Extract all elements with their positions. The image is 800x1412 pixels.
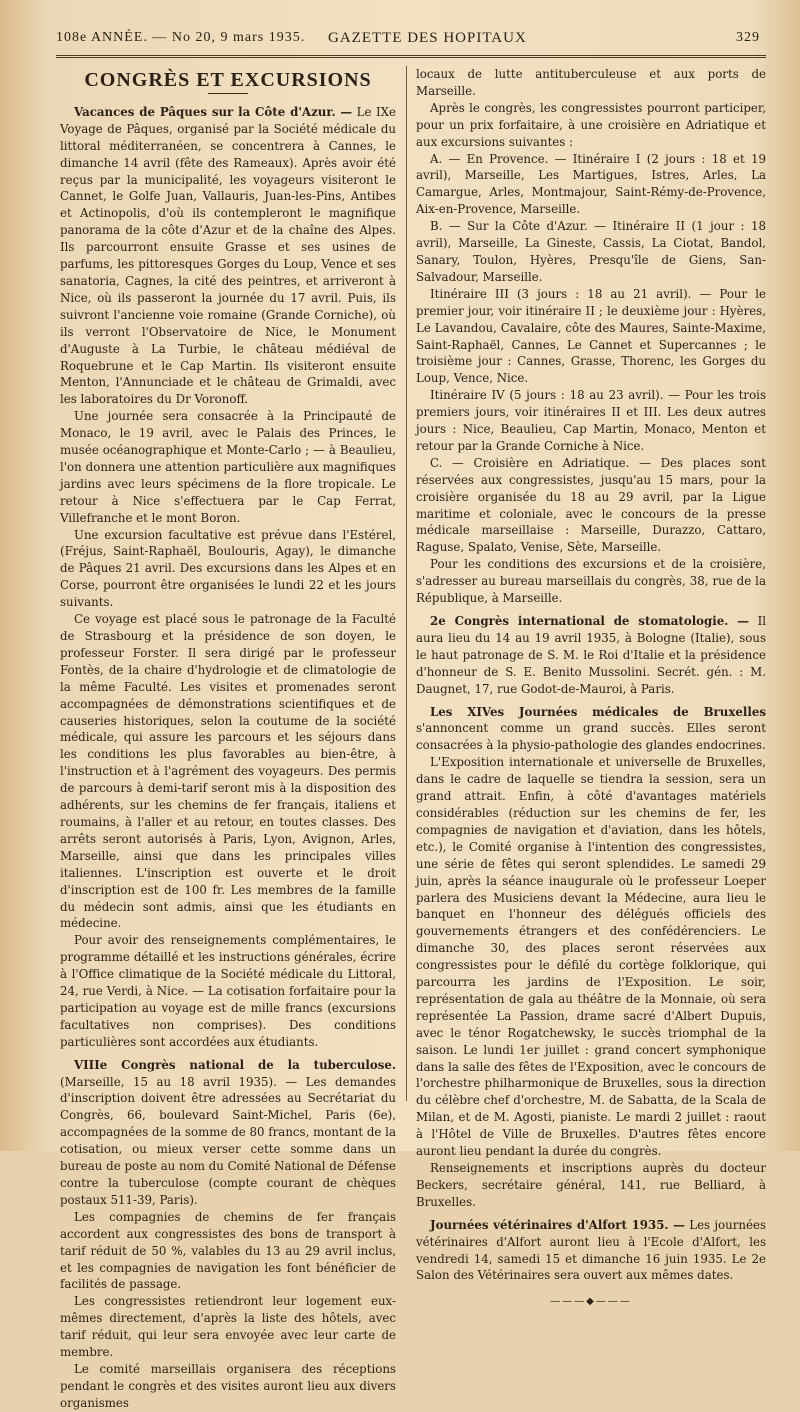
header-rule [56, 55, 766, 58]
issue-info: 108e ANNÉE. — No 20, 9 mars 1935. [56, 30, 306, 45]
paragraph: Renseignements et inscriptions auprès du docteur Beckers, secrétaire général, 141, rue Belliard, à Bruxelles. [416, 1161, 766, 1209]
journal-title: GAZETTE DES HOPITAUX [328, 30, 527, 46]
paragraph: Le comité marseillais organisera des réceptions pendant le congrès et des visites auront lieu aux divers organismes [60, 1361, 396, 1410]
paragraph: Après le congrès, les congressistes pourront participer, pour un prix forfaitaire, à une croisière en Adriatique et aux excursions suivantes : [416, 100, 766, 149]
paragraph: Itinéraire IV (5 jours : 18 au 23 avril). — Pour les trois premiers jours, voir itinéraires II et III. Les deux autres jours : Nice, Beaulieu, Cap Martin, Monaco, Menton et retour par la Grande Corniche à Nice. [416, 388, 766, 453]
paragraph [416, 1217, 766, 1285]
paragraph: A. — En Provence. — Itinéraire I (2 jours : 18 et 19 avril), Marseille, Les Martigues, Istres, Arles, La Camargue, Arles, Montmajour, Saint-Rémy-de-Provence, Aix-en-Provence, Marseille. [416, 151, 766, 217]
paragraph-lead: VIIIe Congrès national de la tuberculose. [74, 1057, 396, 1072]
paragraph-lead: 2e Congrès international de stomatologie. — [430, 614, 750, 628]
paragraph [60, 1057, 396, 1209]
paragraph-body: (Marseille, 15 au 18 avril 1935). — Les demandes d'inscription doivent être adressées au Secrétariat du Congrès, 66, boulevard Saint-Michel, Paris (6e), accompagnées de la somme de 80 francs, montant de la cotisation, ou mieux verser cette somme dans un bureau de poste au nom du Comité National de Défense contre la tuberculose (compte courant de chèques postaux 511-39, Paris). [60, 1074, 396, 1207]
paragraph: Les compagnies de chemins de fer français accordent aux congressistes des bons de transport à tarif réduit de 50 %, valables du 13 au 29 avril inclus, et les compagnies de navigation les font bénéficier de facilités de passage. [60, 1209, 396, 1292]
paragraph: Les congressistes retiendront leur logement eux-mêmes directement, d'après la liste des hôtels, avec tarif réduit, qui leur sera envoyée avec leur carte de membre. [60, 1294, 396, 1360]
title-rule [208, 93, 248, 94]
paragraph: Itinéraire III (3 jours : 18 au 21 avril). — Pour le premier jour, voir itinéraire II ; le deuxième jour : Hyères, Le Lavandou, Cavalaire, côte des Maures, Sainte-Maxime, Saint-Raphaël, Cannes, Le Cannet et Supercannes ; le troisième jour : Cannes, Grasse, Thorenc, les Gorges du Loup, Vence, Nice. [416, 286, 766, 386]
column-divider [406, 66, 407, 1101]
paragraph-body: Il aura lieu du 14 au 19 avril 1935, à Bologne (Italie), sous le haut patronage de S. M. le Roi d'Italie et la présidence d'honneur de S. E. Benito Mussolini. Secrét. gén. : M. Daugnet, 17, rue Godot-de-Mauroi, à Paris. [416, 614, 766, 696]
paragraph: C. — Croisière en Adriatique. — Des places sont réservées aux congressistes, jusqu'au 15 mars, pour la croisière organisée du 18 au 29 avril, par la Ligue maritime et coloniale, avec le concours de la presse médicale marseillaise : Marseille, Durazzo, Cattaro, Raguse, Spalato, Venise, Sète, Marseille. [416, 455, 766, 555]
paragraph-lead: Les XIVes Journées médicales de Bruxelles [430, 704, 766, 719]
paragraph: L'Exposition internationale et universelle de Bruxelles, dans le cadre de laquelle se tiendra la session, sera un grand attrait. Enfin, à côté d'avantages matériels considérables (réduction sur les chemins de fer, les compagnies de navigation et d'aviation, dans les hôtels, etc.), le Comité organise à l'intention des congressistes, une série de fêtes qui seront splendides. Le samedi 29 juin, après la séance inaugurale où le professeur Loeper parlera des Musiciens devant la Médecine, aura lieu le banquet en l'honneur des délégués officiels des gouvernements étrangers et des confédérenciers. Le dimanche 30, des places seront réservées aux congressistes pour le défilé du cortège folklorique, qui parcourra les jardins de l'Exposition. Le soir, représentation de gala au théâtre de la Monnaie, où sera représentée La Passion, drame sacré d'Albert Dupuis, avec le ténor Rogatchewsky, le succès triomphal de la saison. Le lundi 1er juillet : grand concert symphonique dans la salle des fêtes de l'Exposition, avec le concours de l'orchestre philharmonique de Bruxelles, sous la direction du célèbre chef d'orchestre, M. de Sabatta, de la Scala de Milan, et de M. Agosti, pianiste. Le mardi 2 juillet : raout à l'Hôtel de Ville de Bruxelles. D'autres fêtes encore auront lieu pendant la durée du congrès. [416, 755, 766, 1159]
paragraph [416, 613, 766, 698]
paragraph-body: Le IXe Voyage de Pâques, organisé par la Société médicale du littoral méditerranéen, se concentrera à Cannes, le dimanche 14 avril (fête des Rameaux). Après avoir été reçus par la municipalité, les voyageurs visiteront le Cannet, le Golfe Juan, Vallauris, Juan-les-Pins, Antibes et Actinopolis, d'où ils contempleront le magnifique panorama de la côte d'Azur et de la chaîne des Alpes. Ils parcourront ensuite Grasse et ses usines de parfums, les pittoresques Gorges du Loup, Vence et ses sanatoria, Cagnes, la cité des peintres, et arriveront à Nice, où ils passeront la journée du 17 avril. Puis, ils suivront l'ancienne voie romaine (Grande Corniche), où ils verront l'Observatoire de Nice, le Monument d'Auguste à La Turbie, le château médiéval de Roquebrune et le Cap Martin. Ils visiteront ensuite Menton, l'Annunciade et le château de Grimaldi, avec les laboratoires du Dr Voronoff. [60, 104, 397, 407]
paragraph-body: s'annoncent comme un grand succès. Elles seront consacrées à la physio-pathologie des glandes endocrines. [416, 721, 766, 753]
paragraph: Une excursion facultative est prévue dans l'Estérel, (Fréjus, Saint-Raphaël, Boulouris, Agay), le dimanche de Pâques 21 avril. Des excursions dans les Alpes et en Corse, pourront être organisées le lundi 22 et les jours suivants. [60, 527, 396, 610]
left-column [60, 66, 396, 1412]
right-column [416, 66, 766, 1311]
page-number: 329 [736, 30, 760, 45]
paragraph: Pour avoir des renseignements complémentaires, le programme détaillé et les instructions générales, écrire à l'Office climatique de la Société médicale du Littoral, 24, rue Verdi, à Nice. — La cotisation forfaitaire pour la participation au voyage est de mille francs (excursions facultatives non comprises). Des conditions particulières sont accordées aux étudiants. [60, 933, 396, 1049]
paragraph-lead: Vacances de Pâques sur la Côte d'Azur. — [74, 104, 353, 119]
page-header [48, 22, 760, 52]
paragraph: B. — Sur la Côte d'Azur. — Itinéraire II (1 jour : 18 avril), Marseille, La Gineste, Cassis, La Ciotat, Bandol, Sanary, Toulon, Hyères, Presqu'île de Giens, San-Salvadour, Marseille. [416, 219, 766, 284]
paragraph [60, 104, 396, 408]
paragraph: locaux de lutte antituberculeuse et aux ports de Marseille. [416, 67, 766, 98]
section-title: CONGRÈS ET EXCURSIONS [84, 69, 372, 91]
paragraph: Ce voyage est placé sous le patronage de la Faculté de Strasbourg et la présidence de son doyen, le professeur Forster. Il sera dirigé par le professeur Fontès, de la chaire d'hydrologie et de climatologie de la même Faculté. Les visites et promenades seront accompagnées de démonstrations scientifiques et de causeries historiques, selon la coutume de la société médicale, qui assure les parcours et les séjours dans les conditions les plus favorables au bien-être, à l'instruction et à l'agrément des voyageurs. Des permis de parcours à demi-tarif seront mis à la disposition des adhérents, sur les chemins de fer français, italiens et roumains, à l'aller et au retour, en toutes classes. Des arrêts seront autorisés à Paris, Lyon, Avignon, Arles, Marseille, ainsi que dans les principales villes italiennes. L'inscription est ouverte et le droit d'inscription est de 100 fr. Les membres de la famille du médecin sont admis, ainsi que les étudiants en médecine. [60, 612, 396, 931]
end-ornament: ———◆——— [550, 1296, 632, 1308]
paragraph-lead: Journées vétérinaires d'Alfort 1935. — [430, 1217, 685, 1232]
paragraph [416, 704, 766, 755]
paragraph-body: Les journées vétérinaires d'Alfort auront lieu à l'Ecole d'Alfort, les vendredi 14, samedi 15 et dimanche 16 juin 1935. Le 2e Salon des Vétérinaires sera ouvert aux mêmes dates. [416, 1217, 766, 1283]
paragraph: Une journée sera consacrée à la Principauté de Monaco, le 19 avril, avec le Palais des Princes, le musée océanographique et Monte-Carlo ; — à Beaulieu, l'on donnera une attention particulière aux magnifiques jardins avec leurs spécimens de la flore tropicale. Le retour à Nice s'effectuera par le Cap Ferrat, Villefranche et le mont Boron. [60, 409, 396, 525]
paragraph: Pour les conditions des excursions et de la croisière, s'adresser au bureau marseillais du congrès, 38, rue de la République, à Marseille. [416, 557, 766, 606]
